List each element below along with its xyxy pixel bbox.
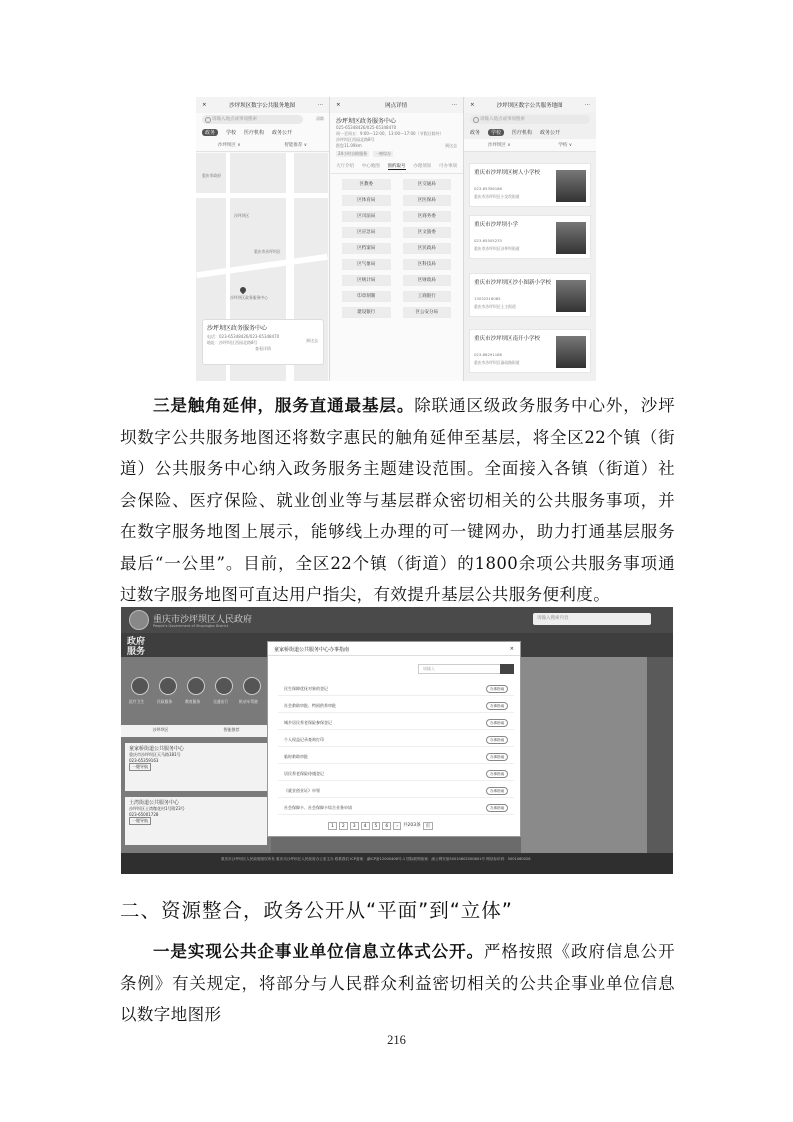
view-details-link[interactable]: 查看详情 — [255, 346, 271, 351]
paragraph-grassroots — [120, 390, 675, 611]
school-photo — [556, 336, 586, 368]
traffic-icon[interactable] — [215, 677, 233, 695]
window-button[interactable]: 区教委 — [342, 179, 391, 190]
phone-title: 沙坪坝区数字公共服务地图 — [496, 103, 563, 109]
tab-notice[interactable]: 办理须知 — [413, 164, 432, 169]
item-title: 个人权益记录查询打印 — [284, 737, 324, 742]
site-footer: 重庆市沙坪坝区人民政府版权所有 重庆市沙坪坝区人民政府办公室主办 联系我们 ICP备案：渝ICP备12000406号-1 国际联网备案：渝公网安备50010602500801号 网站标识码：5001060026 — [121, 853, 673, 874]
list-item — [278, 784, 514, 798]
info-card[interactable] — [202, 319, 324, 365]
modal-search-input[interactable]: 请输入 — [418, 664, 514, 674]
more-icon[interactable]: ··· — [584, 102, 590, 108]
page-button[interactable]: 6 — [382, 822, 391, 830]
item-title: 居民养老保险待遇登记 — [284, 771, 324, 776]
guide-button[interactable]: 办事指南 — [486, 702, 508, 710]
left-filter-bar — [121, 725, 271, 737]
paragraph-public-info — [120, 936, 675, 1031]
window-button[interactable]: 区财政局 — [403, 275, 452, 286]
list-item — [278, 682, 514, 696]
school-card[interactable] — [469, 163, 591, 207]
tab-hall-intro[interactable]: 大厅介绍 — [336, 164, 354, 169]
close-icon[interactable]: × — [509, 646, 514, 652]
window-button[interactable]: 印章刻制 — [342, 291, 391, 302]
search-input[interactable]: 请输入地点或事项搜索 — [470, 115, 590, 124]
school-phone: 023-65356186 — [474, 186, 502, 191]
section-heading: 二、资源整合，政务公开从“平面”到“立体” — [120, 899, 513, 922]
site-search-input[interactable]: 请输入搜索内容 — [533, 613, 651, 625]
school-photo — [556, 222, 586, 254]
website-screenshot — [121, 607, 673, 874]
tab-services[interactable]: 可办事项 — [439, 164, 457, 169]
window-button[interactable]: 区体育局 — [342, 195, 391, 206]
tab-center-map[interactable]: 中心地图 — [361, 164, 380, 169]
tab-open-gov[interactable]: 政务公开 — [540, 130, 561, 136]
school-address: 重庆市沙坪坝区土主街道 — [474, 304, 516, 309]
phone-title-bar — [330, 97, 463, 113]
phone-title-bar — [196, 97, 329, 113]
right-toolbar — [647, 657, 673, 853]
map-poi: 沙坪坝区 — [234, 213, 250, 218]
next-page-button[interactable]: › — [393, 822, 401, 830]
page-button[interactable]: 4 — [361, 822, 370, 830]
clear-button[interactable]: 清除 — [316, 116, 324, 121]
page-button[interactable]: 5 — [372, 822, 381, 830]
search-input[interactable]: 请输入地点或事项搜索 — [202, 115, 303, 124]
service-label: 教育服务 — [185, 699, 201, 704]
school-phone: 023-65505233 — [474, 238, 502, 243]
phone-title-bar — [464, 97, 596, 113]
school-photo — [556, 170, 586, 202]
site-header — [121, 607, 673, 633]
total-count: 共203条 — [403, 823, 421, 828]
location-pin-icon[interactable] — [239, 286, 247, 294]
school-card[interactable] — [469, 273, 591, 317]
school-address: 重庆市沙坪坝区小龙坎街道 — [474, 194, 520, 199]
tab-medical[interactable]: 医疗机构 — [512, 130, 533, 136]
paragraph-body: 严格按照《政府信息公开条例》有关规定，将部分与人民群众利益密切相关的公共企事业单位信息以数字地图形 — [120, 942, 675, 1024]
paragraph-body: 除联通区级政务服务中心外，沙坪坝数字公共服务地图还将数字惠民的触角延伸至基层，将全区22个镇（街道）公共服务中心纳入政务服务主题建设范围。全面接入各镇（街道）社会保险、医疗保险、就业创业等与基层群众密切相关的公共服务事项，并在数字服务地图上展示，能够线上办理的可一键网办，助力打通基层服务最后“一公里”。目前，全区22个镇（街道）的1800余项公共服务事项通过数字服务地图可直达用户指尖，有效提升基层公共服务便利度。 — [120, 396, 676, 604]
guide-button[interactable]: 办事指南 — [486, 736, 508, 744]
phone-detail-screen — [330, 97, 463, 381]
emblem-icon — [129, 610, 149, 630]
window-button[interactable]: 建设银行 — [342, 307, 391, 318]
window-button[interactable]: 区文旅委 — [403, 227, 452, 238]
navigate-button[interactable]: 到这去 — [445, 143, 457, 148]
card-address: 地址：沙坪坝区西园北路8号 — [207, 340, 258, 345]
window-button[interactable]: 区商务委 — [403, 211, 452, 222]
tab-government[interactable]: 政务 — [202, 129, 218, 136]
window-button[interactable]: 区气象局 — [342, 259, 391, 270]
paragraph-lead: 一是实现公共企事业单位信息立体式公开。 — [153, 942, 484, 961]
service-label: 民政服务 — [157, 699, 173, 704]
school-address: 重庆市沙坪坝区渝碚路街道 — [474, 360, 520, 365]
page-jump-input[interactable]: 页 — [423, 822, 434, 830]
school-photo — [556, 280, 586, 312]
civil-icon[interactable] — [159, 677, 177, 695]
close-icon[interactable]: × — [470, 102, 475, 108]
guide-button[interactable]: 办事指南 — [486, 770, 508, 778]
guide-button[interactable]: 办事指南 — [486, 753, 508, 761]
window-button[interactable]: 工商银行 — [403, 291, 452, 302]
list-item — [278, 716, 514, 730]
center-name: 土湾街道公共服务中心 — [129, 800, 180, 806]
page-button[interactable]: 3 — [350, 822, 359, 830]
center-hours: 周一至周五：9:00—12:00，13:00—17:00（节假日除外） — [336, 131, 444, 136]
phone-map-screen — [196, 97, 329, 381]
distance-text: 距您11.09km — [336, 143, 362, 148]
window-button[interactable]: 区民政局 — [403, 243, 452, 254]
vehicle-icon[interactable] — [243, 677, 261, 695]
page-button[interactable]: 1 — [328, 822, 337, 830]
window-button[interactable]: 区医保局 — [403, 195, 452, 206]
item-title: 民生保障优抚对象的登记 — [284, 686, 328, 691]
filter-bar — [196, 139, 329, 152]
side-title: 政府服务 — [127, 637, 146, 657]
center-card[interactable] — [125, 743, 267, 791]
center-phone: 023-65359163 — [129, 758, 159, 763]
filter-bar — [464, 139, 596, 152]
item-title: 社会保障卡、社会保障卡综合业务申请 — [284, 805, 352, 810]
center-address: 沙坪坝区土湾微花村1号附23号 — [129, 806, 185, 811]
district-filter[interactable]: 沙坪坝区 — [152, 727, 169, 732]
tab-government[interactable]: 政务 — [470, 130, 481, 136]
school-card[interactable] — [469, 329, 591, 373]
sort-filter[interactable]: 智能推荐 ∨ — [284, 143, 308, 148]
more-icon[interactable]: ··· — [317, 102, 323, 108]
map-poi: 沙坪坝区政务服务中心 — [230, 295, 268, 300]
center-phone: 025-65348426/025-65348470 — [336, 125, 397, 130]
guide-modal — [267, 641, 521, 837]
site-subtitle: People's Government of Shapingba District — [153, 624, 229, 628]
window-button[interactable]: 区科技局 — [403, 259, 452, 270]
service-label: 医疗卫生 — [129, 699, 145, 704]
item-title: 临时救助审批 — [284, 754, 308, 759]
center-address: 沙坪坝区西园北路8号 — [336, 137, 375, 142]
item-title: 城乡居民养老保险参保登记 — [284, 720, 332, 725]
site-title: 重庆市沙坪坝区人民政府 — [153, 615, 253, 625]
app-screenshots — [196, 97, 596, 381]
page-button[interactable]: 2 — [339, 822, 348, 830]
center-phone: 023-65001728 — [129, 812, 159, 817]
center-address: 重庆市沙坪坝区天马路181号 — [129, 752, 181, 757]
tab-school[interactable]: 学校 — [488, 129, 504, 136]
window-grid — [330, 174, 463, 323]
map-poi: 重庆市政府 — [202, 173, 221, 178]
school-phone: 023-86291186 — [474, 352, 502, 357]
list-item — [278, 767, 514, 781]
navigate-button[interactable]: 一键导航 — [129, 763, 151, 771]
guide-button[interactable]: 办事指南 — [486, 719, 508, 727]
phone-title: 网点详情 — [385, 103, 408, 109]
card-phone: 电话：023-65348426/023-65348470 — [207, 334, 280, 339]
center-name: 童家桥街道公共服务中心 — [129, 746, 185, 752]
detail-tabs — [330, 160, 463, 174]
school-name: 重庆市沙坪坝区树人小学校 — [474, 170, 541, 176]
district-filter[interactable]: 沙坪坝区 ∨ — [487, 143, 511, 148]
window-button[interactable]: 区统计局 — [342, 275, 391, 286]
service-badge: 24小时自助服务 — [338, 151, 368, 156]
window-button[interactable]: 区应急局 — [342, 227, 391, 238]
window-button[interactable]: 区公安分局 — [403, 307, 452, 318]
page-number: 216 — [387, 1033, 406, 1047]
modal-title: 童家桥街道公共服务中心办事指南 — [274, 647, 350, 653]
window-button[interactable]: 区司法局 — [342, 211, 391, 222]
district-filter[interactable]: 沙坪坝区 ∨ — [217, 143, 241, 148]
category-tabs — [464, 126, 596, 139]
navigate-button[interactable]: 一键导航 — [129, 817, 151, 825]
tab-open-gov[interactable]: 政务公开 — [272, 130, 293, 136]
tab-medical[interactable]: 医疗机构 — [244, 130, 265, 136]
card-title: 沙坪坝区政务服务中心 — [207, 325, 268, 332]
navigate-button[interactable]: 到这去 — [306, 338, 318, 343]
guide-button[interactable]: 办事指南 — [486, 685, 508, 693]
window-button[interactable]: 区档案局 — [342, 243, 391, 254]
map-poi: 重庆市沙坪坝区 — [254, 249, 281, 254]
school-phone: 13032516065 — [474, 296, 501, 301]
category-tabs — [196, 126, 329, 139]
education-icon[interactable] — [187, 677, 205, 695]
school-address: 重庆市沙坪坝区沙坪坝街道 — [474, 246, 520, 251]
service-badge: 一窗综办 — [375, 151, 392, 156]
type-filter[interactable]: 学校 ∨ — [558, 143, 573, 148]
paragraph-lead: 三是触角延伸，服务直通最基层。 — [153, 396, 415, 415]
item-title: 社会救助审批、特困供养审批 — [284, 703, 336, 708]
guide-button[interactable]: 办事指南 — [486, 787, 508, 795]
close-icon[interactable]: × — [202, 102, 207, 108]
medical-icon[interactable] — [131, 677, 149, 695]
school-name: 重庆市沙坪坝小学 — [474, 222, 519, 228]
pagination — [328, 822, 433, 830]
center-card[interactable] — [125, 797, 267, 845]
service-label: 机动车驾驶 — [239, 699, 258, 704]
close-icon[interactable]: × — [336, 102, 341, 108]
left-panel — [121, 657, 271, 853]
school-name: 重庆市沙坪坝区沙小图新小学校 — [474, 280, 552, 286]
tab-school[interactable]: 学校 — [226, 130, 237, 136]
list-item — [278, 750, 514, 764]
list-item — [278, 733, 514, 747]
school-card[interactable] — [469, 215, 591, 259]
center-name: 沙坪坝区政务服务中心 — [336, 118, 397, 125]
tab-appointment[interactable]: 预约取号 — [387, 164, 406, 169]
map-area[interactable] — [521, 657, 647, 853]
sort-filter[interactable]: 智能推荐 — [223, 727, 240, 732]
item-title: 《就业创业证》申领 — [284, 788, 320, 793]
more-icon[interactable]: ··· — [451, 102, 457, 108]
list-item — [278, 699, 514, 713]
guide-button[interactable]: 办事指南 — [486, 804, 508, 812]
phone-school-screen — [464, 97, 596, 381]
list-item — [278, 801, 514, 815]
window-button[interactable]: 区交通局 — [403, 179, 452, 190]
modal-header — [268, 642, 520, 656]
service-label: 交通出行 — [213, 699, 229, 704]
school-name: 重庆市沙坪坝区南开小学校 — [474, 336, 541, 342]
search-icon[interactable] — [500, 664, 514, 674]
phone-title: 沙坪坝区数字公共服务地图 — [229, 103, 296, 109]
